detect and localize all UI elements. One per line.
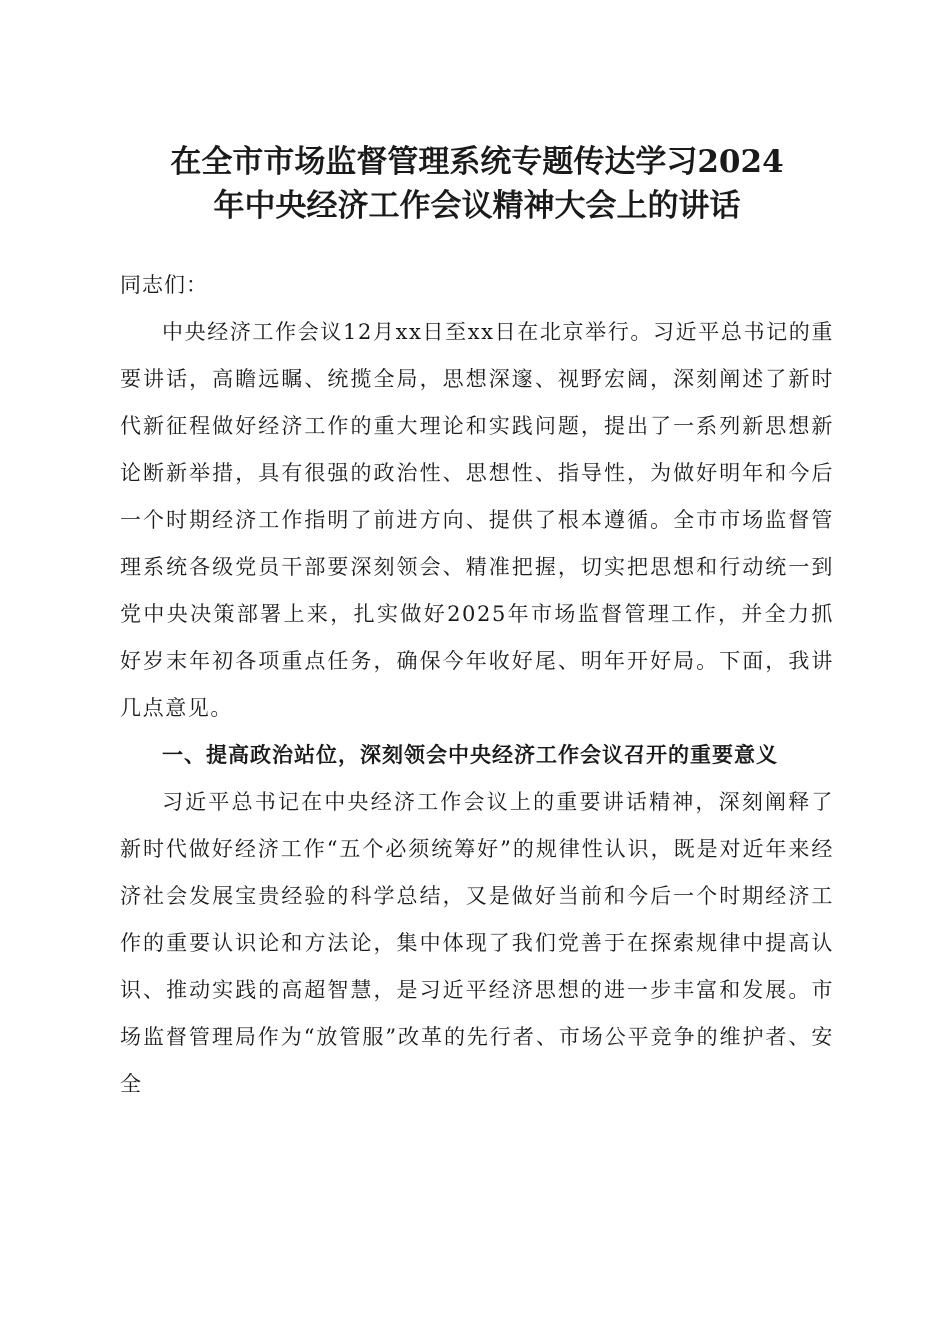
salutation: 同志们： — [120, 273, 208, 297]
title-line-2: 年中央经济工作会议精神大会上的讲话 — [213, 188, 741, 224]
document-page — [120, 140, 834, 1108]
paragraph-2: 习近平总书记在中央经济工作会议上的重要讲话精神，深刻阐释了新时代做好经济工作“五个必须统筹好”的规律性认识，既是对近年来经济社会发展宝贵经验的科学总结，又是做好当前和今后一个时期经济工作的重要认识论和方法论，集中体现了我们党善于在探索规律中提高认识、推动实践的高超智慧，是习近平经济思想的进一步丰富和发展。市场监督管理局作为“放管服”改革的先行者、市场公平竞争的维护者、安全 — [120, 790, 834, 1096]
document-title — [120, 140, 834, 228]
paragraph-1: 中央经济工作会议12月xx日至xx日在北京举行。习近平总书记的重要讲话，高瞻远瞩、统揽全局，思想深邃、视野宏阔，深刻阐述了新时代新征程做好经济工作的重大理论和实践问题，提出了一系列新思想新论断新举措，具有很强的政治性、思想性、指导性，为做好明年和今后一个时期经济工作指明了前进方向、提供了根本遵循。全市市场监督管理系统各级党员干部要深刻领会、精准把握，切实把思想和行动统一到党中央决策部署上来，扎实做好2025年市场监督管理工作，并全力抓好岁末年初各项重点任务，确保今年收好尾、明年开好局。下面，我讲几点意见。 — [120, 320, 834, 720]
title-line-1: 在全市市场监督管理系统专题传达学习2024 — [170, 144, 784, 180]
section-1-heading: 一、提高政治站位，深刻领会中央经济工作会议召开的重要意义 — [162, 743, 778, 767]
